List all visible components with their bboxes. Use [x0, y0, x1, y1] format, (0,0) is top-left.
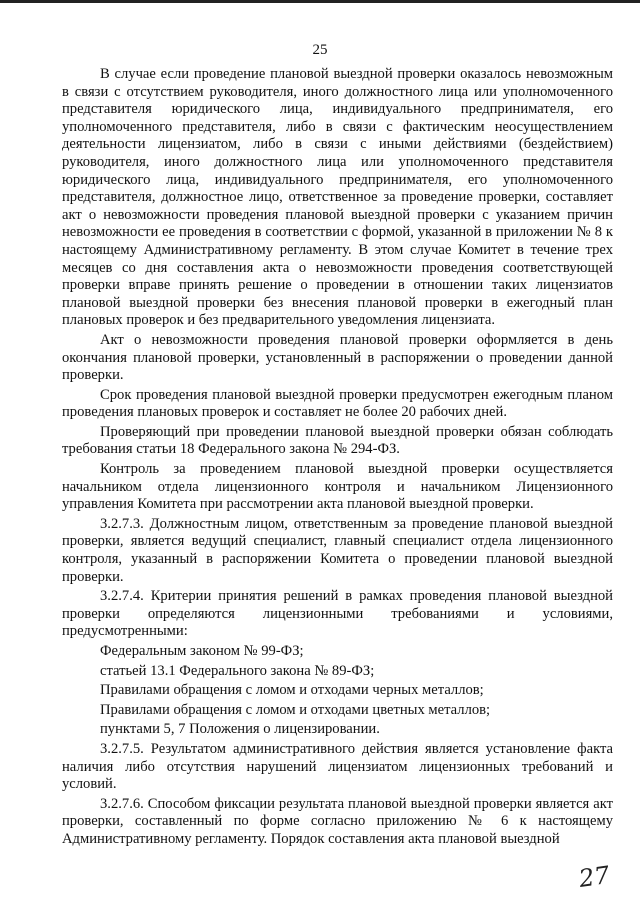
list-item-law-89: статьей 13.1 Федерального закона № 89-ФЗ; [100, 662, 375, 679]
paragraph-inspection-term: Срок проведения плановой выездной проверки предусмотрен ежегодным планом проведения плановых проверок и составляет не более 20 рабочих дней. [62, 386, 613, 421]
document-body [62, 66, 613, 851]
paragraph-impossibility: В случае если проведение плановой выездной проверки оказалось невозможным в связи с отсутствием руководителя, иного должностного лица или уполномоченного представителя юридического лица, индивидуального предпринимателя, его уполномоченного представителя, либо в связи с фактическим неосуществлением деятельности лицензиатом, либо в связи с иными действиями (бездействием) руководителя, иного должностного лица или уполномоченного представителя юридического лица, индивидуального предпринимателя, его уполномоченного представителя, должностное лицо, ответственное за проведение проверки, составляет акт о невозможности проведения плановой выездной проверки с указанием причин невозможности ее проведения в соответствии с формой, указанной в приложении № 8 к настоящему Административному регламенту. В этом случае Комитет в течение трех месяцев со дня составления акта о невозможности проведения соответствующей проверки вправе принять решение о проведении в отношении таких лицензиатов плановой выездной проверки без внесения плановой проверки в ежегодный план плановых проверок и без предварительного уведомления лицензиата. [62, 66, 613, 329]
paragraph-3-2-7-3: 3.2.7.3. Должностным лицом, ответственным за проведение плановой выездной проверки, является ведущий специалист, главный специалист отдела лицензионного контроля, указанный в распоряжении Комитета о проведении плановой выездной проверки. [62, 515, 613, 585]
paragraph-3-2-7-4: 3.2.7.4. Критерии принятия решений в рамках проведения плановой выездной проверки определяются лицензионными требованиями и условиями, предусмотренными: [62, 588, 613, 640]
list-item-nonferrous-rules: Правилами обращения с ломом и отходами цветных металлов; [100, 701, 491, 718]
page-number: 25 [312, 42, 328, 58]
paragraph-act-of-impossibility: Акт о невозможности проведения плановой проверки оформляется в день окончания плановой проверки, установленный в распоряжении о проведении данной проверки. [62, 331, 613, 384]
paragraph-3-2-7-5: 3.2.7.5. Результатом административного действия является установление факта наличия либо отсутствия нарушений лицензиатом лицензионных требований и условий. [62, 740, 613, 793]
list-item-licensing-regulation: пунктами 5, 7 Положения о лицензировании. [100, 721, 380, 738]
paragraph-3-2-7-6: 3.2.7.6. Способом фиксации результата плановой выездной проверки является акт проверки, составленный по форме согласно приложению № 6 к настоящему Административному регламенту. Порядок составления акта плановой выездной [62, 795, 613, 847]
list-item-ferrous-rules: Правилами обращения с ломом и отходами черных металлов; [100, 682, 484, 699]
paragraph-control: Контроль за проведением плановой выездной проверки осуществляется начальником отдела лицензионного контроля и начальником Лицензионного управления Комитета при рассмотрении акта плановой выездной проверки. [62, 461, 613, 513]
handwritten-page-number: 27 [577, 861, 612, 893]
list-item-law-99: Федеральным законом № 99-ФЗ; [100, 643, 304, 659]
paragraph-inspector-duty: Проверяющий при проведении плановой выездной проверки обязан соблюдать требования статьи 18 Федерального закона № 294-ФЗ. [62, 423, 613, 458]
top-border-line [0, 0, 640, 3]
